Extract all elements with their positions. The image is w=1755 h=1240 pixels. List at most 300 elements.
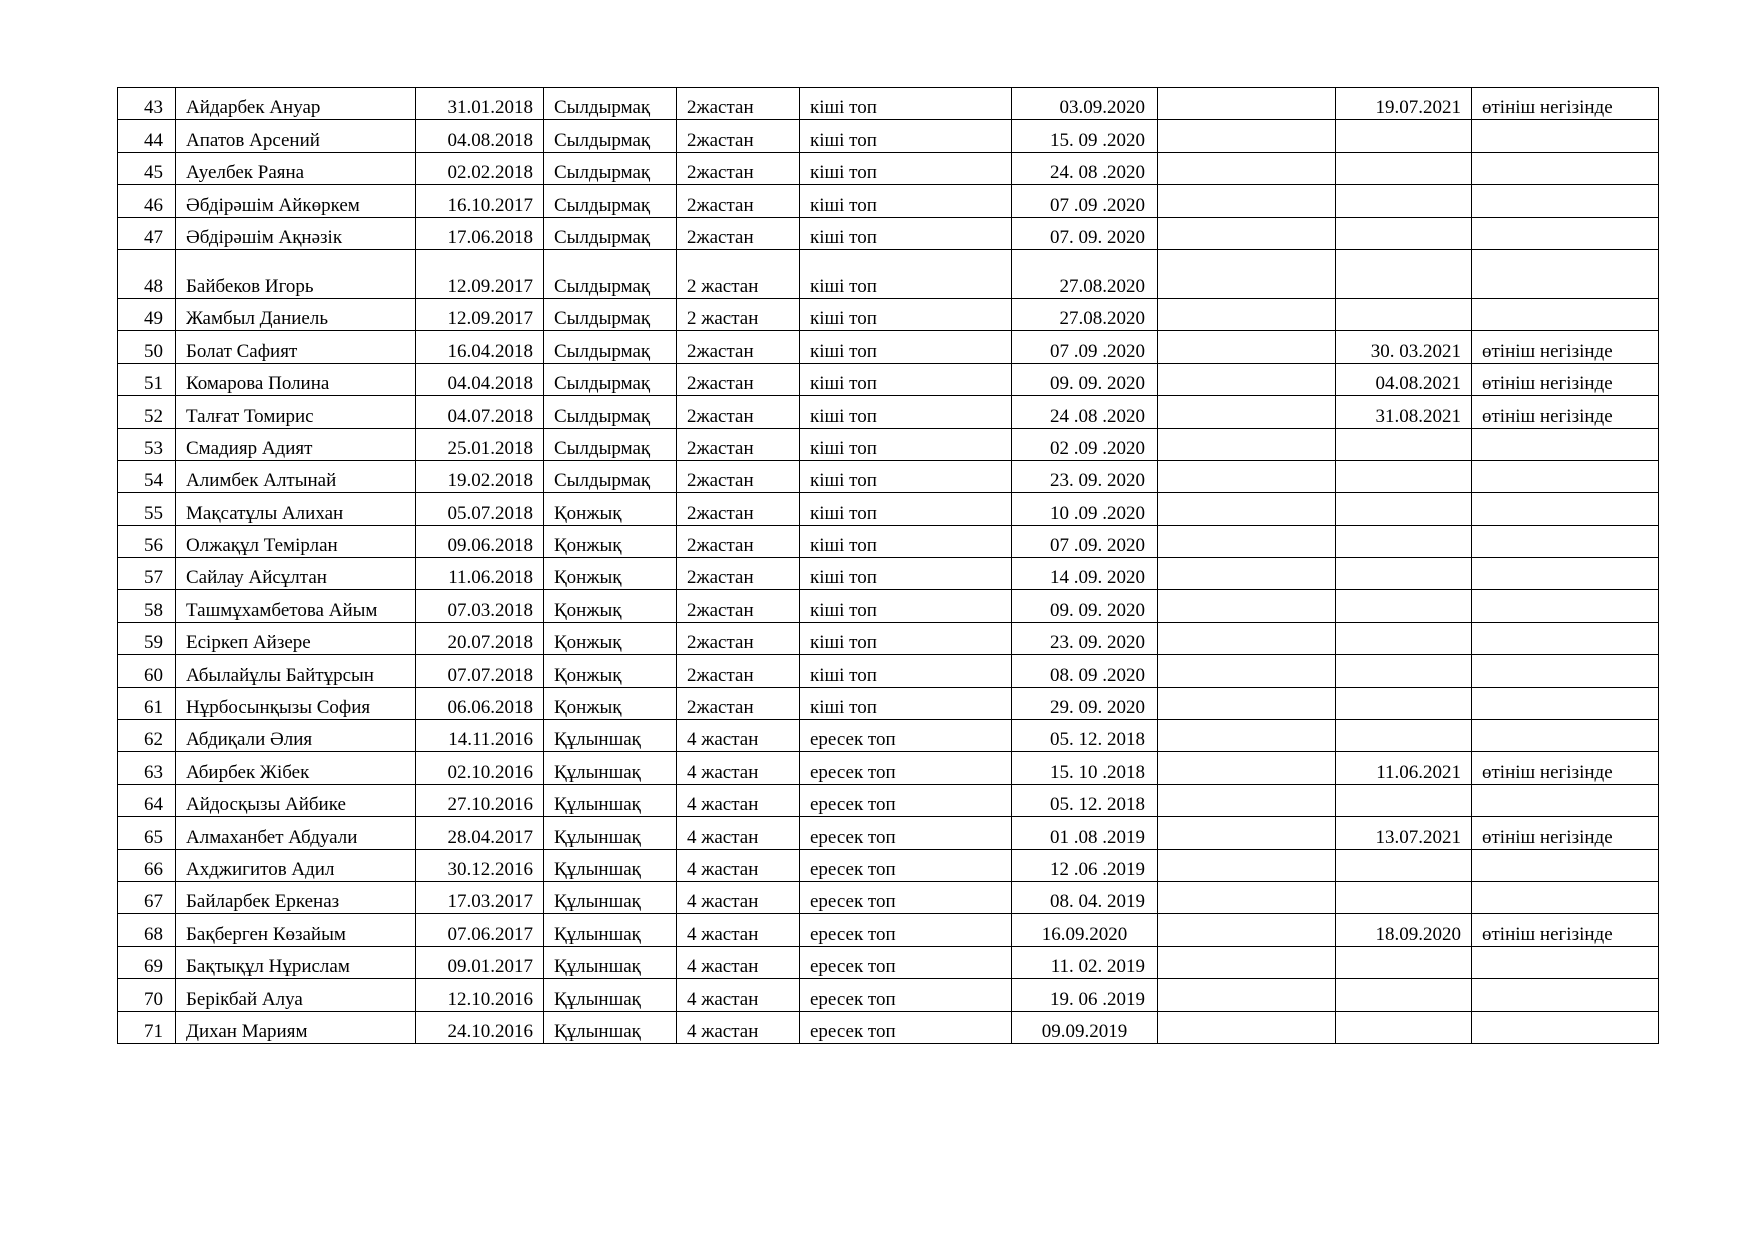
group-name: Сылдырмақ (544, 152, 677, 184)
child-name: Бақтықұл Нұрислам (176, 946, 416, 978)
birth-date: 12.09.2017 (416, 298, 544, 330)
exit-reason (1472, 784, 1659, 816)
child-name: Апатов Арсений (176, 120, 416, 152)
enrollment-date: 14 .09. 2020 (1012, 558, 1158, 590)
enrollment-date: 15. 09 .2020 (1012, 120, 1158, 152)
exit-reason: өтініш негізінде (1472, 88, 1659, 120)
group-name: Сылдырмақ (544, 249, 677, 298)
empty-cell (1158, 720, 1336, 752)
enrollment-date: 15. 10 .2018 (1012, 752, 1158, 784)
enrollment-date: 11. 02. 2019 (1012, 946, 1158, 978)
table-row (118, 914, 1659, 946)
group-name: Қонжық (544, 493, 677, 525)
table-row (118, 558, 1659, 590)
row-number: 67 (118, 881, 176, 913)
birth-date: 30.12.2016 (416, 849, 544, 881)
birth-date: 31.01.2018 (416, 88, 544, 120)
exit-reason: өтініш негізінде (1472, 914, 1659, 946)
exit-date: 30. 03.2021 (1336, 331, 1472, 363)
group-type: кіші топ (800, 460, 1012, 492)
birth-date: 06.06.2018 (416, 687, 544, 719)
child-name: Әбдірәшім Ақнәзік (176, 217, 416, 249)
group-type: кіші топ (800, 493, 1012, 525)
child-name: Бақберген Көзайым (176, 914, 416, 946)
row-number: 43 (118, 88, 176, 120)
exit-date: 19.07.2021 (1336, 88, 1472, 120)
group-name: Қонжық (544, 687, 677, 719)
group-name: Сылдырмақ (544, 428, 677, 460)
empty-cell (1158, 622, 1336, 654)
birth-date: 17.03.2017 (416, 881, 544, 913)
table-row (118, 817, 1659, 849)
group-type: ересек топ (800, 720, 1012, 752)
age-category: 2жастан (677, 525, 800, 557)
table-row (118, 849, 1659, 881)
group-name: Сылдырмақ (544, 363, 677, 395)
age-category: 4 жастан (677, 979, 800, 1011)
birth-date: 07.07.2018 (416, 655, 544, 687)
birth-date: 14.11.2016 (416, 720, 544, 752)
group-name: Сылдырмақ (544, 396, 677, 428)
table-body (118, 88, 1659, 1044)
group-type: кіші топ (800, 590, 1012, 622)
row-number: 57 (118, 558, 176, 590)
group-type: кіші топ (800, 298, 1012, 330)
exit-reason (1472, 217, 1659, 249)
birth-date: 02.02.2018 (416, 152, 544, 184)
row-number: 68 (118, 914, 176, 946)
row-number: 66 (118, 849, 176, 881)
empty-cell (1158, 428, 1336, 460)
row-number: 45 (118, 152, 176, 184)
group-type: ересек топ (800, 881, 1012, 913)
exit-reason (1472, 460, 1659, 492)
group-name: Құлыншақ (544, 752, 677, 784)
birth-date: 04.04.2018 (416, 363, 544, 395)
group-type: кіші топ (800, 249, 1012, 298)
row-number: 64 (118, 784, 176, 816)
group-type: ересек топ (800, 979, 1012, 1011)
exit-date (1336, 460, 1472, 492)
age-category: 2жастан (677, 622, 800, 654)
group-type: кіші топ (800, 558, 1012, 590)
table-row (118, 185, 1659, 217)
empty-cell (1158, 88, 1336, 120)
exit-reason (1472, 979, 1659, 1011)
exit-reason (1472, 525, 1659, 557)
group-name: Құлыншақ (544, 1011, 677, 1043)
row-number: 51 (118, 363, 176, 395)
age-category: 4 жастан (677, 849, 800, 881)
age-category: 2жастан (677, 88, 800, 120)
age-category: 4 жастан (677, 720, 800, 752)
age-category: 2жастан (677, 152, 800, 184)
row-number: 65 (118, 817, 176, 849)
empty-cell (1158, 396, 1336, 428)
group-name: Сылдырмақ (544, 298, 677, 330)
table-row (118, 784, 1659, 816)
group-name: Құлыншақ (544, 979, 677, 1011)
table-row (118, 655, 1659, 687)
exit-reason (1472, 120, 1659, 152)
enrollment-date: 07 .09 .2020 (1012, 331, 1158, 363)
child-name: Абылайұлы Байтұрсын (176, 655, 416, 687)
table-row (118, 493, 1659, 525)
row-number: 44 (118, 120, 176, 152)
child-name: Байбеков Игорь (176, 249, 416, 298)
exit-date (1336, 622, 1472, 654)
group-type: кіші топ (800, 185, 1012, 217)
exit-reason (1472, 849, 1659, 881)
empty-cell (1158, 493, 1336, 525)
age-category: 2 жастан (677, 298, 800, 330)
child-name: Әбдірәшім Айкөркем (176, 185, 416, 217)
exit-reason (1472, 1011, 1659, 1043)
group-name: Сылдырмақ (544, 120, 677, 152)
group-type: кіші топ (800, 217, 1012, 249)
row-number: 71 (118, 1011, 176, 1043)
enrollment-date: 08. 04. 2019 (1012, 881, 1158, 913)
empty-cell (1158, 217, 1336, 249)
group-name: Құлыншақ (544, 784, 677, 816)
birth-date: 09.01.2017 (416, 946, 544, 978)
empty-cell (1158, 185, 1336, 217)
group-type: ересек топ (800, 849, 1012, 881)
age-category: 2жастан (677, 590, 800, 622)
empty-cell (1158, 120, 1336, 152)
row-number: 53 (118, 428, 176, 460)
empty-cell (1158, 655, 1336, 687)
exit-date (1336, 525, 1472, 557)
exit-reason (1472, 298, 1659, 330)
enrollment-date: 24 .08 .2020 (1012, 396, 1158, 428)
table-row (118, 752, 1659, 784)
exit-reason (1472, 655, 1659, 687)
birth-date: 02.10.2016 (416, 752, 544, 784)
group-name: Құлыншақ (544, 720, 677, 752)
birth-date: 16.10.2017 (416, 185, 544, 217)
enrollment-date: 23. 09. 2020 (1012, 622, 1158, 654)
row-number: 62 (118, 720, 176, 752)
birth-date: 07.06.2017 (416, 914, 544, 946)
enrollment-date: 29. 09. 2020 (1012, 687, 1158, 719)
enrollment-date: 05. 12. 2018 (1012, 720, 1158, 752)
group-name: Құлыншақ (544, 817, 677, 849)
empty-cell (1158, 298, 1336, 330)
group-name: Сылдырмақ (544, 331, 677, 363)
child-name: Комарова Полина (176, 363, 416, 395)
child-name: Болат Сафият (176, 331, 416, 363)
group-type: кіші топ (800, 396, 1012, 428)
birth-date: 12.10.2016 (416, 979, 544, 1011)
age-category: 2жастан (677, 120, 800, 152)
child-name: Алмаханбет Абдуали (176, 817, 416, 849)
empty-cell (1158, 249, 1336, 298)
enrollment-date: 16.09.2020 (1012, 914, 1158, 946)
table-row (118, 622, 1659, 654)
enrollment-date: 05. 12. 2018 (1012, 784, 1158, 816)
enrollment-date: 12 .06 .2019 (1012, 849, 1158, 881)
exit-date (1336, 1011, 1472, 1043)
exit-date: 18.09.2020 (1336, 914, 1472, 946)
child-name: Жамбыл Даниель (176, 298, 416, 330)
row-number: 50 (118, 331, 176, 363)
exit-date (1336, 720, 1472, 752)
enrollment-date: 02 .09 .2020 (1012, 428, 1158, 460)
age-category: 4 жастан (677, 946, 800, 978)
group-type: ересек топ (800, 914, 1012, 946)
table-row (118, 428, 1659, 460)
empty-cell (1158, 784, 1336, 816)
row-number: 59 (118, 622, 176, 654)
group-name: Қонжық (544, 655, 677, 687)
empty-cell (1158, 460, 1336, 492)
group-name: Қонжық (544, 622, 677, 654)
table-row (118, 946, 1659, 978)
exit-date: 11.06.2021 (1336, 752, 1472, 784)
exit-date (1336, 979, 1472, 1011)
exit-date (1336, 849, 1472, 881)
exit-reason (1472, 720, 1659, 752)
enrollment-date: 09. 09. 2020 (1012, 590, 1158, 622)
group-type: ересек топ (800, 1011, 1012, 1043)
group-type: кіші топ (800, 331, 1012, 363)
birth-date: 11.06.2018 (416, 558, 544, 590)
empty-cell (1158, 979, 1336, 1011)
table-row (118, 298, 1659, 330)
child-name: Ахджигитов Адил (176, 849, 416, 881)
age-category: 2жастан (677, 687, 800, 719)
group-type: ересек топ (800, 784, 1012, 816)
birth-date: 24.10.2016 (416, 1011, 544, 1043)
row-number: 69 (118, 946, 176, 978)
exit-date (1336, 590, 1472, 622)
exit-reason (1472, 428, 1659, 460)
age-category: 2жастан (677, 493, 800, 525)
birth-date: 19.02.2018 (416, 460, 544, 492)
children-register-table (117, 87, 1659, 1044)
birth-date: 20.07.2018 (416, 622, 544, 654)
exit-date (1336, 298, 1472, 330)
age-category: 4 жастан (677, 1011, 800, 1043)
birth-date: 25.01.2018 (416, 428, 544, 460)
age-category: 2 жастан (677, 249, 800, 298)
group-name: Сылдырмақ (544, 460, 677, 492)
enrollment-date: 19. 06 .2019 (1012, 979, 1158, 1011)
enrollment-date: 24. 08 .2020 (1012, 152, 1158, 184)
enrollment-date: 08. 09 .2020 (1012, 655, 1158, 687)
table-row (118, 152, 1659, 184)
group-type: кіші топ (800, 152, 1012, 184)
child-name: Абдиқали Әлия (176, 720, 416, 752)
enrollment-date: 23. 09. 2020 (1012, 460, 1158, 492)
exit-date: 04.08.2021 (1336, 363, 1472, 395)
group-name: Қонжық (544, 525, 677, 557)
empty-cell (1158, 881, 1336, 913)
exit-reason (1472, 622, 1659, 654)
table-row (118, 590, 1659, 622)
exit-date: 13.07.2021 (1336, 817, 1472, 849)
exit-reason (1472, 881, 1659, 913)
birth-date: 05.07.2018 (416, 493, 544, 525)
exit-date (1336, 687, 1472, 719)
exit-date (1336, 881, 1472, 913)
age-category: 4 жастан (677, 881, 800, 913)
child-name: Смадияр Адият (176, 428, 416, 460)
table-row (118, 88, 1659, 120)
group-type: ересек топ (800, 752, 1012, 784)
exit-date (1336, 249, 1472, 298)
birth-date: 07.03.2018 (416, 590, 544, 622)
empty-cell (1158, 363, 1336, 395)
group-name: Қонжық (544, 590, 677, 622)
row-number: 58 (118, 590, 176, 622)
exit-date: 31.08.2021 (1336, 396, 1472, 428)
child-name: Айдарбек Ануар (176, 88, 416, 120)
group-name: Құлыншақ (544, 914, 677, 946)
exit-date (1336, 152, 1472, 184)
enrollment-date: 10 .09 .2020 (1012, 493, 1158, 525)
child-name: Берікбай Алуа (176, 979, 416, 1011)
exit-reason (1472, 249, 1659, 298)
child-name: Сайлау Айсұлтан (176, 558, 416, 590)
table-row (118, 525, 1659, 557)
exit-date (1336, 185, 1472, 217)
empty-cell (1158, 331, 1336, 363)
age-category: 2жастан (677, 428, 800, 460)
child-name: Есіркеп Айзере (176, 622, 416, 654)
row-number: 61 (118, 687, 176, 719)
group-name: Қонжық (544, 558, 677, 590)
row-number: 63 (118, 752, 176, 784)
age-category: 2жастан (677, 558, 800, 590)
exit-reason (1472, 558, 1659, 590)
group-type: ересек топ (800, 946, 1012, 978)
group-name: Құлыншақ (544, 946, 677, 978)
table-row (118, 363, 1659, 395)
exit-reason (1472, 185, 1659, 217)
enrollment-date: 07. 09. 2020 (1012, 217, 1158, 249)
child-name: Мақсатұлы Алихан (176, 493, 416, 525)
age-category: 4 жастан (677, 914, 800, 946)
exit-reason: өтініш негізінде (1472, 363, 1659, 395)
exit-reason: өтініш негізінде (1472, 331, 1659, 363)
group-name: Сылдырмақ (544, 217, 677, 249)
age-category: 2жастан (677, 460, 800, 492)
row-number: 60 (118, 655, 176, 687)
group-name: Сылдырмақ (544, 185, 677, 217)
enrollment-date: 07 .09 .2020 (1012, 185, 1158, 217)
exit-date (1336, 428, 1472, 460)
enrollment-date: 27.08.2020 (1012, 298, 1158, 330)
birth-date: 04.07.2018 (416, 396, 544, 428)
child-name: Талғат Томирис (176, 396, 416, 428)
table-row (118, 1011, 1659, 1043)
child-name: Олжақұл Темірлан (176, 525, 416, 557)
table-row (118, 396, 1659, 428)
age-category: 4 жастан (677, 752, 800, 784)
exit-date (1336, 655, 1472, 687)
table-row (118, 720, 1659, 752)
birth-date: 04.08.2018 (416, 120, 544, 152)
exit-reason (1472, 493, 1659, 525)
child-name: Абирбек Жібек (176, 752, 416, 784)
enrollment-date: 09. 09. 2020 (1012, 363, 1158, 395)
table-row (118, 217, 1659, 249)
group-type: ересек топ (800, 817, 1012, 849)
empty-cell (1158, 914, 1336, 946)
group-type: кіші топ (800, 525, 1012, 557)
table-row (118, 687, 1659, 719)
row-number: 70 (118, 979, 176, 1011)
exit-reason: өтініш негізінде (1472, 752, 1659, 784)
child-name: Айдосқызы Айбике (176, 784, 416, 816)
child-name: Алимбек Алтынай (176, 460, 416, 492)
empty-cell (1158, 849, 1336, 881)
age-category: 2жастан (677, 396, 800, 428)
exit-reason (1472, 590, 1659, 622)
exit-date (1336, 120, 1472, 152)
birth-date: 27.10.2016 (416, 784, 544, 816)
group-type: кіші топ (800, 120, 1012, 152)
exit-date (1336, 946, 1472, 978)
group-type: кіші топ (800, 622, 1012, 654)
group-type: кіші топ (800, 88, 1012, 120)
table-row (118, 331, 1659, 363)
table-row (118, 460, 1659, 492)
group-type: кіші топ (800, 363, 1012, 395)
row-number: 49 (118, 298, 176, 330)
birth-date: 09.06.2018 (416, 525, 544, 557)
table-row (118, 881, 1659, 913)
empty-cell (1158, 152, 1336, 184)
empty-cell (1158, 687, 1336, 719)
group-type: кіші топ (800, 687, 1012, 719)
child-name: Байларбек Еркеназ (176, 881, 416, 913)
empty-cell (1158, 946, 1336, 978)
empty-cell (1158, 590, 1336, 622)
child-name: Ташмұхамбетова Айым (176, 590, 416, 622)
age-category: 2жастан (677, 217, 800, 249)
birth-date: 28.04.2017 (416, 817, 544, 849)
child-name: Нұрбосынқызы София (176, 687, 416, 719)
age-category: 2жастан (677, 331, 800, 363)
exit-reason (1472, 152, 1659, 184)
group-name: Құлыншақ (544, 881, 677, 913)
group-name: Сылдырмақ (544, 88, 677, 120)
group-name: Құлыншақ (544, 849, 677, 881)
group-type: кіші топ (800, 655, 1012, 687)
enrollment-date: 03.09.2020 (1012, 88, 1158, 120)
age-category: 2жастан (677, 185, 800, 217)
row-number: 46 (118, 185, 176, 217)
row-number: 47 (118, 217, 176, 249)
exit-date (1336, 493, 1472, 525)
table-row (118, 979, 1659, 1011)
row-number: 54 (118, 460, 176, 492)
empty-cell (1158, 752, 1336, 784)
age-category: 4 жастан (677, 817, 800, 849)
exit-reason (1472, 946, 1659, 978)
row-number: 56 (118, 525, 176, 557)
row-number: 52 (118, 396, 176, 428)
exit-reason: өтініш негізінде (1472, 817, 1659, 849)
table-row (118, 120, 1659, 152)
exit-date (1336, 217, 1472, 249)
empty-cell (1158, 817, 1336, 849)
enrollment-date: 01 .08 .2019 (1012, 817, 1158, 849)
row-number: 48 (118, 249, 176, 298)
